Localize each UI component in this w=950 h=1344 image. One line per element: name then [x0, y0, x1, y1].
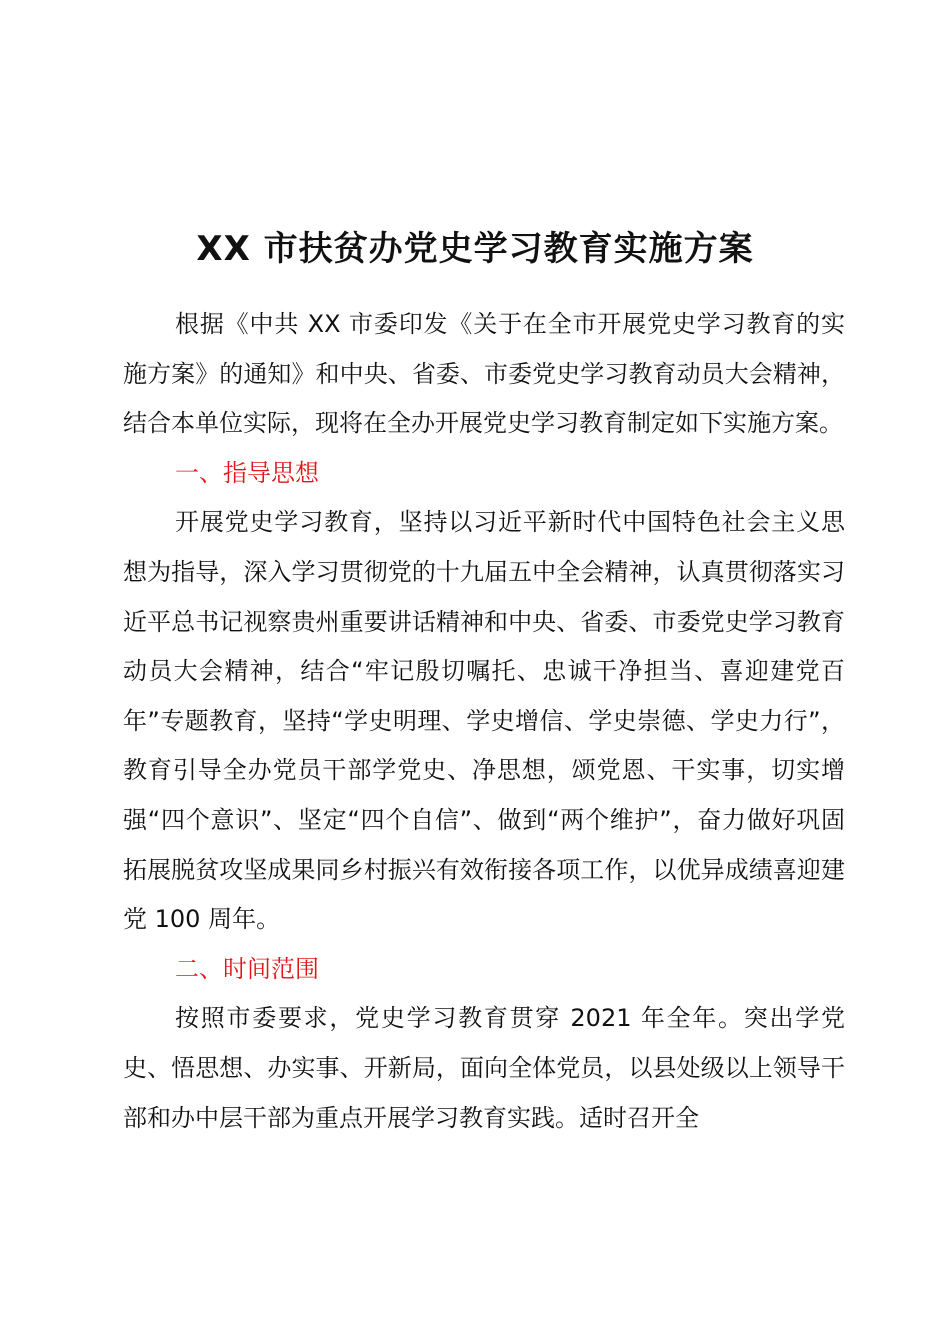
document-body — [123, 300, 845, 1143]
document-title: XX 市扶贫办党史学习教育实施方案 — [196, 229, 754, 269]
section-heading-time-range: 二、时间范围 — [175, 954, 319, 983]
section-heading-guiding-ideology: 一、指导思想 — [175, 458, 319, 487]
section-body-guiding-ideology: 开展党史学习教育，坚持以习近平新时代中国特色社会主义思想为指导，深入学习贯彻党的十九届五中全会精神，认真贯彻落实习近平总书记视察贵州重要讲话精神和中央、省委、市委党史学习教育动员大会精神，结合“牢记殷切嘱托、忠诚干净担当、喜迎建党百年”专题教育，坚持“学史明理、学史增信、学史崇德、学史力行”，教育引导全办党员干部学党史、净思想，颂党恩、干实事，切实增强“四个意识”、坚定“四个自信”、做到“两个维护”，奋力做好巩固拓展脱贫攻坚成果同乡村振兴有效衔接各项工作，以优异成绩喜迎建党 100 周年。 — [123, 508, 845, 934]
intro-paragraph: 根据《中共 XX 市委印发《关于在全市开展党史学习教育的实施方案》的通知》和中央、省委、市委党史学习教育动员大会精神，结合本单位实际，现将在全办开展党史学习教育制定如下实施方案。 — [123, 310, 845, 438]
section-body-time-range: 按照市委要求，党史学习教育贯穿 2021 年全年。突出学党史、悟思想、办实事、开新局，面向全体党员，以县处级以上领导干部和办中层干部为重点开展学习教育实践。适时召开全 — [123, 1004, 845, 1132]
